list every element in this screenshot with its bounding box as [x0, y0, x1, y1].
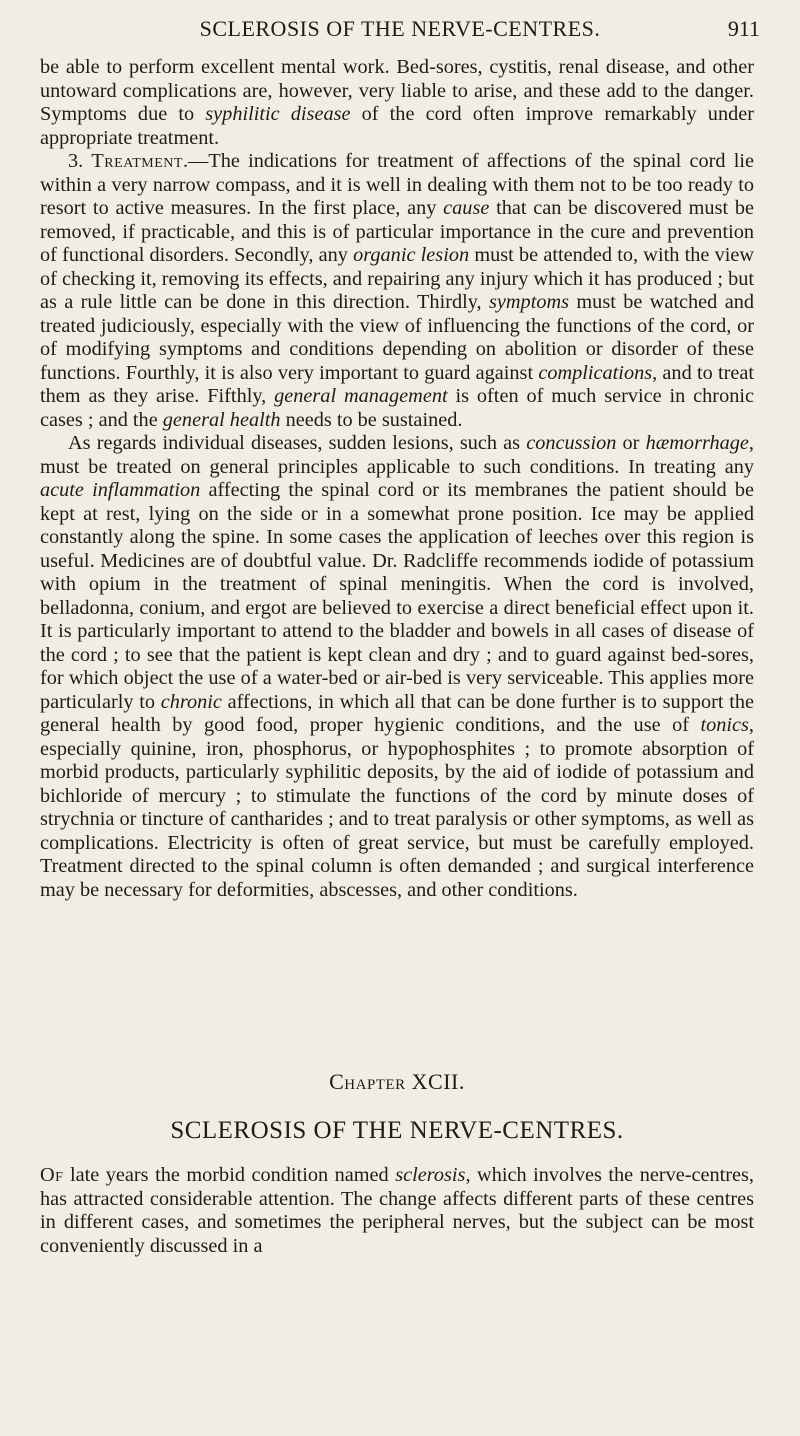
- paragraph-individual-diseases: As regards individual diseases, sudden lesions, such as concussion or hæmorrhage, must be treated on general principles applicable to such conditions. In treating any acute inflammation affecting the spinal cord or its membranes the patient should be kept at rest, lying on the side or in a somewhat prone position. Ice may be applied constantly along the spine. In some cases the application of leeches over this region is useful. Medicines are of doubtful value. Dr. Radcliffe recommends iodide of potassium with opium in the treatment of spinal meningitis. When the cord is involved, belladonna, conium, and ergot are believed to exercise a direct beneficial effect upon it. It is particularly important to attend to the bladder and bowels in all cases of disease of the cord ; to see that the patient is kept clean and dry ; and to guard against bed-sores, for which object the use of a water-bed or air-bed is very serviceable. This applies more particularly to chronic affections, in which all that can be done further is to support the general health by good food, proper hygienic conditions, and the use of tonics, especially quinine, iron, phosphorus, or hypophosphites ; to promote absorption of morbid products, particularly syphilitic deposits, by the aid of iodide of potassium and bichloride of mercury ; to stimulate the functions of the cord by minute doses of strychnia or tincture of cantharides ; and to treat paralysis or other symptoms, as well as complications. Electricity is often of great service, but must be carefully employed. Treatment directed to the spinal column is often demanded ; and surgical interference may be necessary for deformities, abscesses, and other conditions.: [40, 432, 755, 901]
- term-tonics: tonics: [700, 714, 749, 736]
- chapter-title: SCLEROSIS OF THE NERVE-CENTRES.: [170, 1117, 624, 1144]
- paragraph-treatment: 3. Treatment.—The indications for treatment of affections of the spinal cord lie within a very narrow compass, and it is well in dealing with them not to be too ready to resort to active measures. In the first place, any cause that can be discovered must be removed, if practicable, and this is of particular importance in the cure and prevention of functional disorders. Secondly, any organic lesion must be attended to, with the view of checking it, removing its effects, and repairing any injury which it has produced ; but as a rule little can be done in this direction. Thirdly, symptoms must be watched and treated judiciously, especially with the view of influencing the functions of the cord, or of modifying symptoms and conditions depending on abolition or disorder of these functions. Fourthly, it is also very important to guard against complications, and to treat them as they arise. Fifthly, general management is often of much service in chronic cases ; and the general health needs to be sustained.: [40, 150, 754, 431]
- paragraph-prognosis: be able to perform excellent mental work. Bed-sores, cystitis, renal disease, and other untoward complications are, however, very liable to arise, and these add to the danger. Symptoms due to syphilitic disease of the cord often improve remarkably under appropriate treatment.: [40, 56, 754, 149]
- chapter-text: [40, 1164, 754, 1258]
- term-general-health: general health: [162, 408, 281, 431]
- term-haemorrhage: hæmorrhage: [645, 432, 749, 454]
- term-chronic: chronic: [160, 690, 222, 713]
- chapter-label: Chapter XCII.: [329, 1069, 465, 1094]
- section-heading: Treatment: [91, 150, 183, 172]
- section-number: 3.: [68, 150, 92, 172]
- term-cause: cause: [443, 197, 490, 219]
- chapter-opening-paragraph: Of late years the morbid condition named sclerosis, which involves the nerve-centres, has attracted considerable attention. The change affects different parts of these centres in different cases, and sometimes the peripheral nerves, but the subject can be most conveniently discussed in a: [40, 1164, 754, 1257]
- page-number: 911: [727, 16, 760, 41]
- body-text: [40, 56, 754, 902]
- term-concussion: concussion: [526, 432, 617, 454]
- lead-word: Of: [40, 1164, 64, 1186]
- term-sclerosis: sclerosis: [395, 1164, 466, 1186]
- running-title: SCLEROSIS OF THE NERVE-CENTRES.: [199, 16, 601, 41]
- term-symptoms: symptoms: [489, 291, 570, 313]
- term-syphilitic-disease: syphilitic disease: [205, 103, 351, 125]
- running-head: [40, 16, 760, 52]
- term-organic-lesion: organic lesion: [353, 244, 470, 266]
- term-acute-inflammation: acute inflammation: [40, 479, 201, 501]
- term-complications: complications: [538, 361, 653, 384]
- term-general-management: general management: [274, 385, 448, 407]
